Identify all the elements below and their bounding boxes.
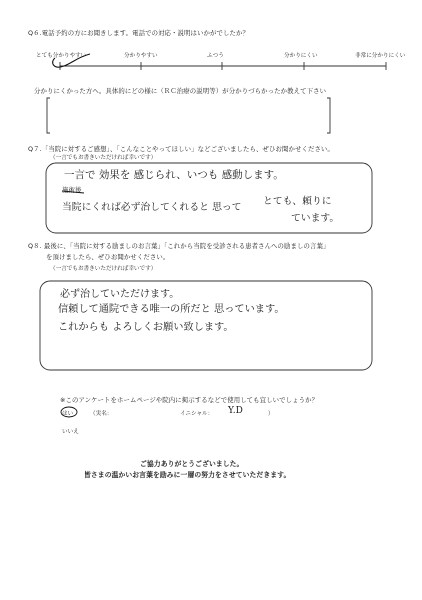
bracket-right [327, 98, 330, 133]
consent-no: いいえ [62, 429, 79, 435]
closing-line2: 皆さまの温かいお言葉を励みに一層の努力をさせていただきます。 [84, 471, 291, 479]
q7-note: （一言でもお書きいただければ幸いです） [50, 155, 157, 161]
q8-answer-line3: これからも よろしくお願い致します。 [58, 322, 234, 333]
q7-answer-line1: 一言で 効果を 感じられ、いつも 感動します。 [64, 169, 284, 181]
consent-yes: はい [62, 411, 74, 417]
q7-answer-line2: 当院にくれば必ず治してくれると 思って [62, 202, 242, 213]
consent-close-paren: ） [268, 411, 274, 417]
closing-line1: ご協力ありがとうございました。 [140, 460, 244, 468]
scale-option-2: 分かりやすい [124, 53, 158, 59]
consent-real-name: （実名： [90, 411, 113, 417]
q7-answer-line3: ています。 [291, 213, 340, 224]
q6-question: Q６.電話予約の方にお聞きします。電話での対応・説明はいかがでしたか？ [28, 29, 249, 37]
scale-option-5: 非常に分かりにくい [355, 53, 406, 59]
q8-answer-line1: 必ず治していただけます。 [60, 289, 180, 300]
consent-question: ※このアンケートをホームページや院内に掲示するなどで使用しても宜しいでしょうか？ [60, 396, 319, 404]
q7-struck-text: 施術後 [62, 186, 82, 194]
q8-note: （一言でもお書きいただければ幸いです） [50, 266, 157, 272]
q6-followup: 分かりにくかった方へ。具体的にどの様に（ＲＣ治療の説明等）が分かりづらかったか教えて下さい [34, 87, 327, 95]
q8-question-line1: Q８. 最後に、「当院に対する励ましのお言葉」「これから当院を受診される患者さんへの励ましの言葉」 [28, 242, 330, 250]
q7-answer-line1b: とても、頼りに [263, 196, 332, 207]
q8-answer-line2: 信頼して通院できる唯一の所だと 思っています。 [58, 304, 285, 315]
scale-option-1: とても分かりやすい [36, 53, 87, 59]
consent-initial-label: イニシャル： [180, 411, 214, 417]
q8-question-line2: を頂けましたら、ぜひお聞かせください。 [46, 253, 170, 261]
bracket-left [47, 98, 50, 133]
consent-initial-value: Y.D [228, 406, 243, 416]
q7-question: Q７.「当院に対するご感想」、「こんなことやってほしい」などございましたら、ぜひお聞かせください。 [28, 145, 334, 153]
scale-option-3: ふつう [207, 53, 224, 59]
scale-option-4: 分かりにくい [284, 53, 318, 59]
